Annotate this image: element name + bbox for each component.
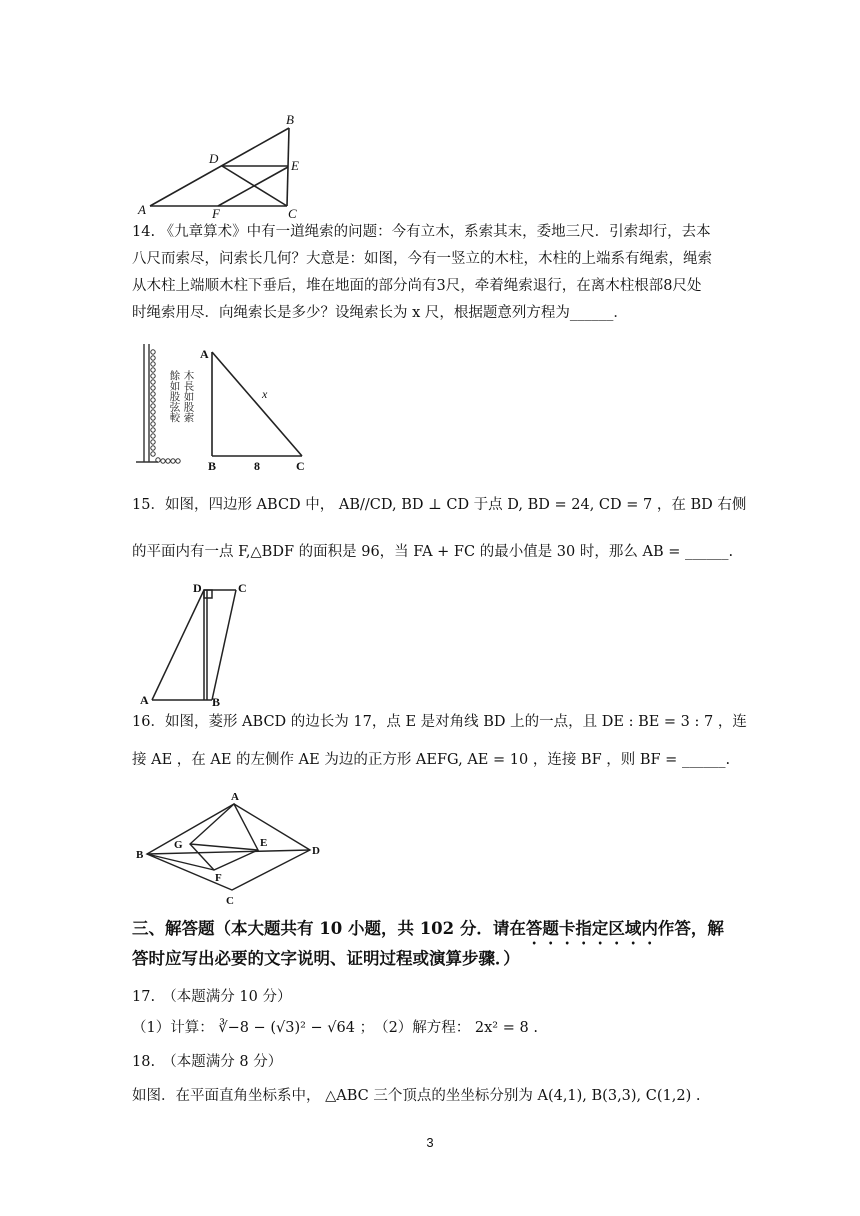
q15-line-2: 的平面内有一点 F,△BDF 的面积是 96，当 FA + FC 的最小值是 30 时，那么 AB = ______.	[132, 544, 734, 560]
q16-line-2: 接 AE ，在 AE 的左侧作 AE 为边的正方形 AEFG, AE = 10 ，连接 BF ，则 BF = ______.	[132, 752, 731, 768]
label-D: D	[209, 151, 219, 166]
section-3-heading-part2: 作答，解	[657, 919, 724, 938]
label-E: E	[291, 158, 299, 173]
label-B: B	[208, 459, 217, 473]
label-C: C	[238, 581, 247, 595]
label-A: A	[138, 202, 146, 217]
label-C: C	[226, 895, 234, 906]
label-B: B	[286, 112, 294, 127]
section-3-heading-part1: 三、解答题（本大题共有 10 小题，共 102 分．请在	[132, 919, 526, 938]
label-E: E	[260, 837, 268, 849]
figure-q13-triangle	[132, 110, 312, 218]
q14-line-3: 从木柱上端顺木柱下垂后，堆在地面的部分尚有3尺，牵着绳索退行，在离木柱根部8尺处	[132, 278, 702, 294]
section-3-heading-line-2: 答时应写出必要的文字说明、证明过程或演算步骤．）	[132, 949, 520, 968]
page-number: 3	[426, 1135, 434, 1150]
caption-col-right: 木長如股索	[182, 370, 194, 423]
label-B: B	[212, 695, 221, 708]
label-A: A	[231, 791, 239, 803]
q14-line-2: 八尺而索尽，问索长几何？大意是：如图，今有一竖立的木柱，木柱的上端系有绳索，绳索	[132, 251, 712, 267]
q14-line-4: 时绳索用尽．向绳索长是多少？设绳索长为 x 尺，根据题意列方程为______．	[132, 305, 628, 321]
section-3-heading	[132, 918, 732, 948]
q15-line-1: 15．如图，四边形 ABCD 中， AB//CD, BD ⊥ CD 于点 D, BD = 24, CD = 7 ，在 BD 右侧	[132, 497, 747, 513]
figure-q16-rhombus	[132, 788, 322, 906]
label-F: F	[212, 206, 220, 218]
q17-head: 17. （本题满分 10 分）	[132, 989, 292, 1005]
section-3-heading-emphasis: 答题卡指定区域内	[525, 919, 658, 938]
figure-q14-rope	[132, 340, 322, 475]
label-F: F	[215, 872, 222, 884]
label-C: C	[296, 459, 305, 473]
label-A: A	[140, 693, 149, 707]
label-8: 8	[254, 459, 260, 473]
q18-body: 如图．在平面直角坐标系中， △ABC 三个顶点的坐坐标分别为 A(4,1), B(3,3), C(1,2) .	[132, 1088, 701, 1104]
label-G: G	[174, 839, 183, 851]
caption-col-left: 餘如股弦較	[168, 370, 180, 423]
label-C: C	[288, 206, 297, 218]
q17-body: （1）计算： ∛−8 − (√3)² − √64 ； （2）解方程： 2x² = 8 .	[132, 1020, 538, 1036]
q18-head: 18. （本题满分 8 分）	[132, 1054, 283, 1070]
figure-q15-quadrilateral	[132, 576, 262, 708]
label-D: D	[193, 581, 202, 595]
label-A: A	[200, 347, 209, 361]
label-B: B	[136, 849, 144, 861]
q14-line-1: 14. 《九章算术》中有一道绳索的问题：今有立木，系索其末，委地三尺．引索却行，去本	[132, 224, 711, 240]
q16-line-1: 16．如图，菱形 ABCD 的边长为 17，点 E 是对角线 BD 上的一点，且 DE : BE = 3 : 7 ，连	[132, 714, 747, 730]
label-D: D	[312, 845, 320, 857]
label-x: x	[262, 387, 268, 401]
